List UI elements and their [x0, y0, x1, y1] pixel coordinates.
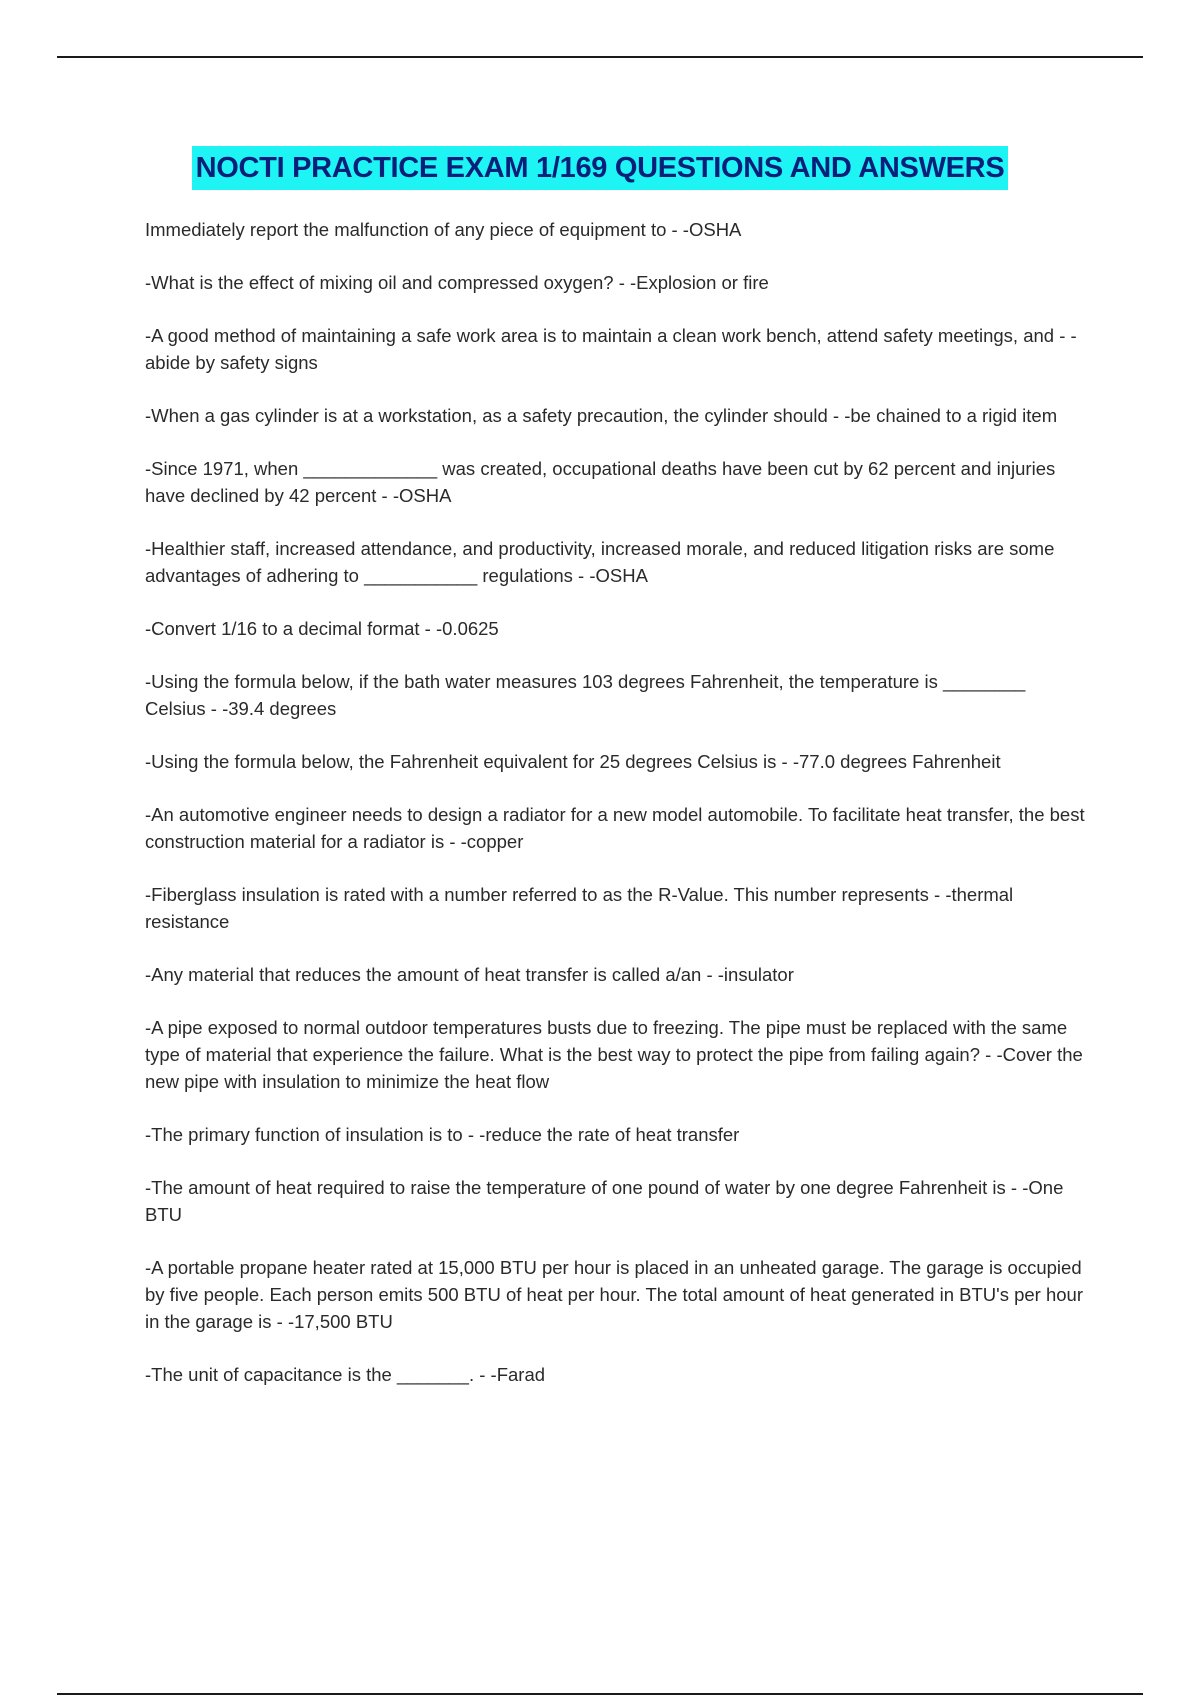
question-answer-item: -When a gas cylinder is at a workstation, as a safety precaution, the cylinder should - -be chained to a rigid item — [145, 405, 1058, 426]
title-container — [0, 146, 1200, 190]
question-answer-item: -Any material that reduces the amount of heat transfer is called a/an - -insulator — [145, 964, 794, 985]
question-answer-item: -Using the formula below, if the bath water measures 103 degrees Fahrenheit, the temperature is ________ Celsius - -39.4 degrees — [145, 671, 1026, 719]
question-list — [145, 216, 1090, 1414]
question-answer-item: -Healthier staff, increased attendance, and productivity, increased morale, and reduced litigation risks are some advantages of adhering to ___________ regulations - -OSHA — [145, 538, 1055, 586]
top-rule — [57, 56, 1143, 58]
question-answer-item: -A good method of maintaining a safe work area is to maintain a clean work bench, attend safety meetings, and - -abide by safety signs — [145, 325, 1077, 373]
question-answer-item: -A portable propane heater rated at 15,000 BTU per hour is placed in an unheated garage. The garage is occupied by five people. Each person emits 500 BTU of heat per hour. The total amount of heat generated in BTU's per hour in the garage is - -17,500 BTU — [145, 1257, 1083, 1332]
question-answer-item: -Using the formula below, the Fahrenheit equivalent for 25 degrees Celsius is - -77.0 degrees Fahrenheit — [145, 751, 1001, 772]
bottom-rule — [57, 1693, 1143, 1695]
page-title: NOCTI PRACTICE EXAM 1/169 QUESTIONS AND ANSWERS — [192, 146, 1009, 190]
question-answer-item: -What is the effect of mixing oil and compressed oxygen? - -Explosion or fire — [145, 272, 769, 293]
question-answer-item: -The primary function of insulation is to - -reduce the rate of heat transfer — [145, 1124, 740, 1145]
question-answer-item: -A pipe exposed to normal outdoor temperatures busts due to freezing. The pipe must be replaced with the same type of material that experience the failure. What is the best way to protect the pipe from failing again? - -Cover the new pipe with insulation to minimize the heat flow — [145, 1017, 1083, 1092]
question-answer-item: -An automotive engineer needs to design a radiator for a new model automobile. To facilitate heat transfer, the best construction material for a radiator is - -copper — [145, 804, 1085, 852]
question-answer-item: -The amount of heat required to raise the temperature of one pound of water by one degree Fahrenheit is - -One BTU — [145, 1177, 1064, 1225]
question-answer-item: -Since 1971, when _____________ was created, occupational deaths have been cut by 62 percent and injuries have declined by 42 percent - -OSHA — [145, 458, 1056, 506]
question-answer-item: Immediately report the malfunction of any piece of equipment to - -OSHA — [145, 219, 742, 240]
question-answer-item: -Convert 1/16 to a decimal format - -0.0625 — [145, 618, 499, 639]
question-answer-item: -Fiberglass insulation is rated with a number referred to as the R-Value. This number represents - -thermal resistance — [145, 884, 1014, 932]
question-answer-item: -The unit of capacitance is the _______. - -Farad — [145, 1364, 546, 1385]
